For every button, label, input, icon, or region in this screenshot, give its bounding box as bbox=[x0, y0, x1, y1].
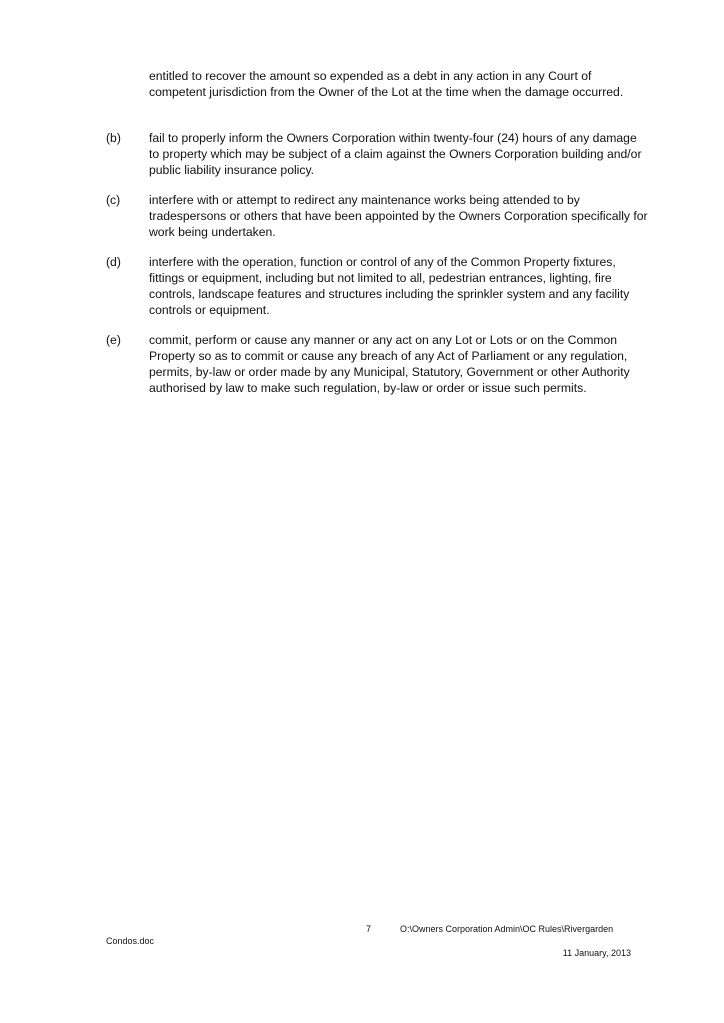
footer-file-path: O:\Owners Corporation Admin\OC Rules\Rivergarden bbox=[400, 924, 614, 934]
clause-text: commit, perform or cause any manner or any act on any Lot or Lots or on the Common Property so as to commit or cause any breach of any Act of Parliament or any regulation, permits, by-law or order made by any Municipal, Statutory, Government or other Authority authorised by law to make such regulation, by-law or order or issue such permits. bbox=[149, 333, 630, 395]
clause-text: interfere with the operation, function or control of any of the Common Property fixtures, fittings or equipment, including but not limited to all, pedestrian entrances, lighting, fire controls, landscape features and structures including the sprinkler system and any facility controls or equipment. bbox=[149, 255, 630, 317]
clause-text: fail to properly inform the Owners Corporation within twenty-four (24) hours of any damage to property which may be subject of a claim against the Owners Corporation building and/or public liability insurance policy. bbox=[149, 131, 642, 177]
clause-label: (d) bbox=[106, 255, 121, 269]
clause-label: (e) bbox=[106, 333, 121, 347]
footer-page-number: 7 bbox=[366, 924, 372, 934]
footer-filename: Condos.doc bbox=[106, 936, 155, 946]
clause-text: interfere with or attempt to redirect any maintenance works being attended to by tradespersons or others that have been appointed by the Owners Corporation specifically for work being undertaken. bbox=[149, 193, 648, 239]
clause-label: (b) bbox=[106, 131, 121, 145]
clause-label: (c) bbox=[106, 193, 121, 207]
continuation-paragraph: entitled to recover the amount so expended as a debt in any action in any Court of competent jurisdiction from the Owner of the Lot at the time when the damage occurred. bbox=[149, 69, 624, 99]
footer-date: 11 January, 2013 bbox=[562, 948, 631, 958]
